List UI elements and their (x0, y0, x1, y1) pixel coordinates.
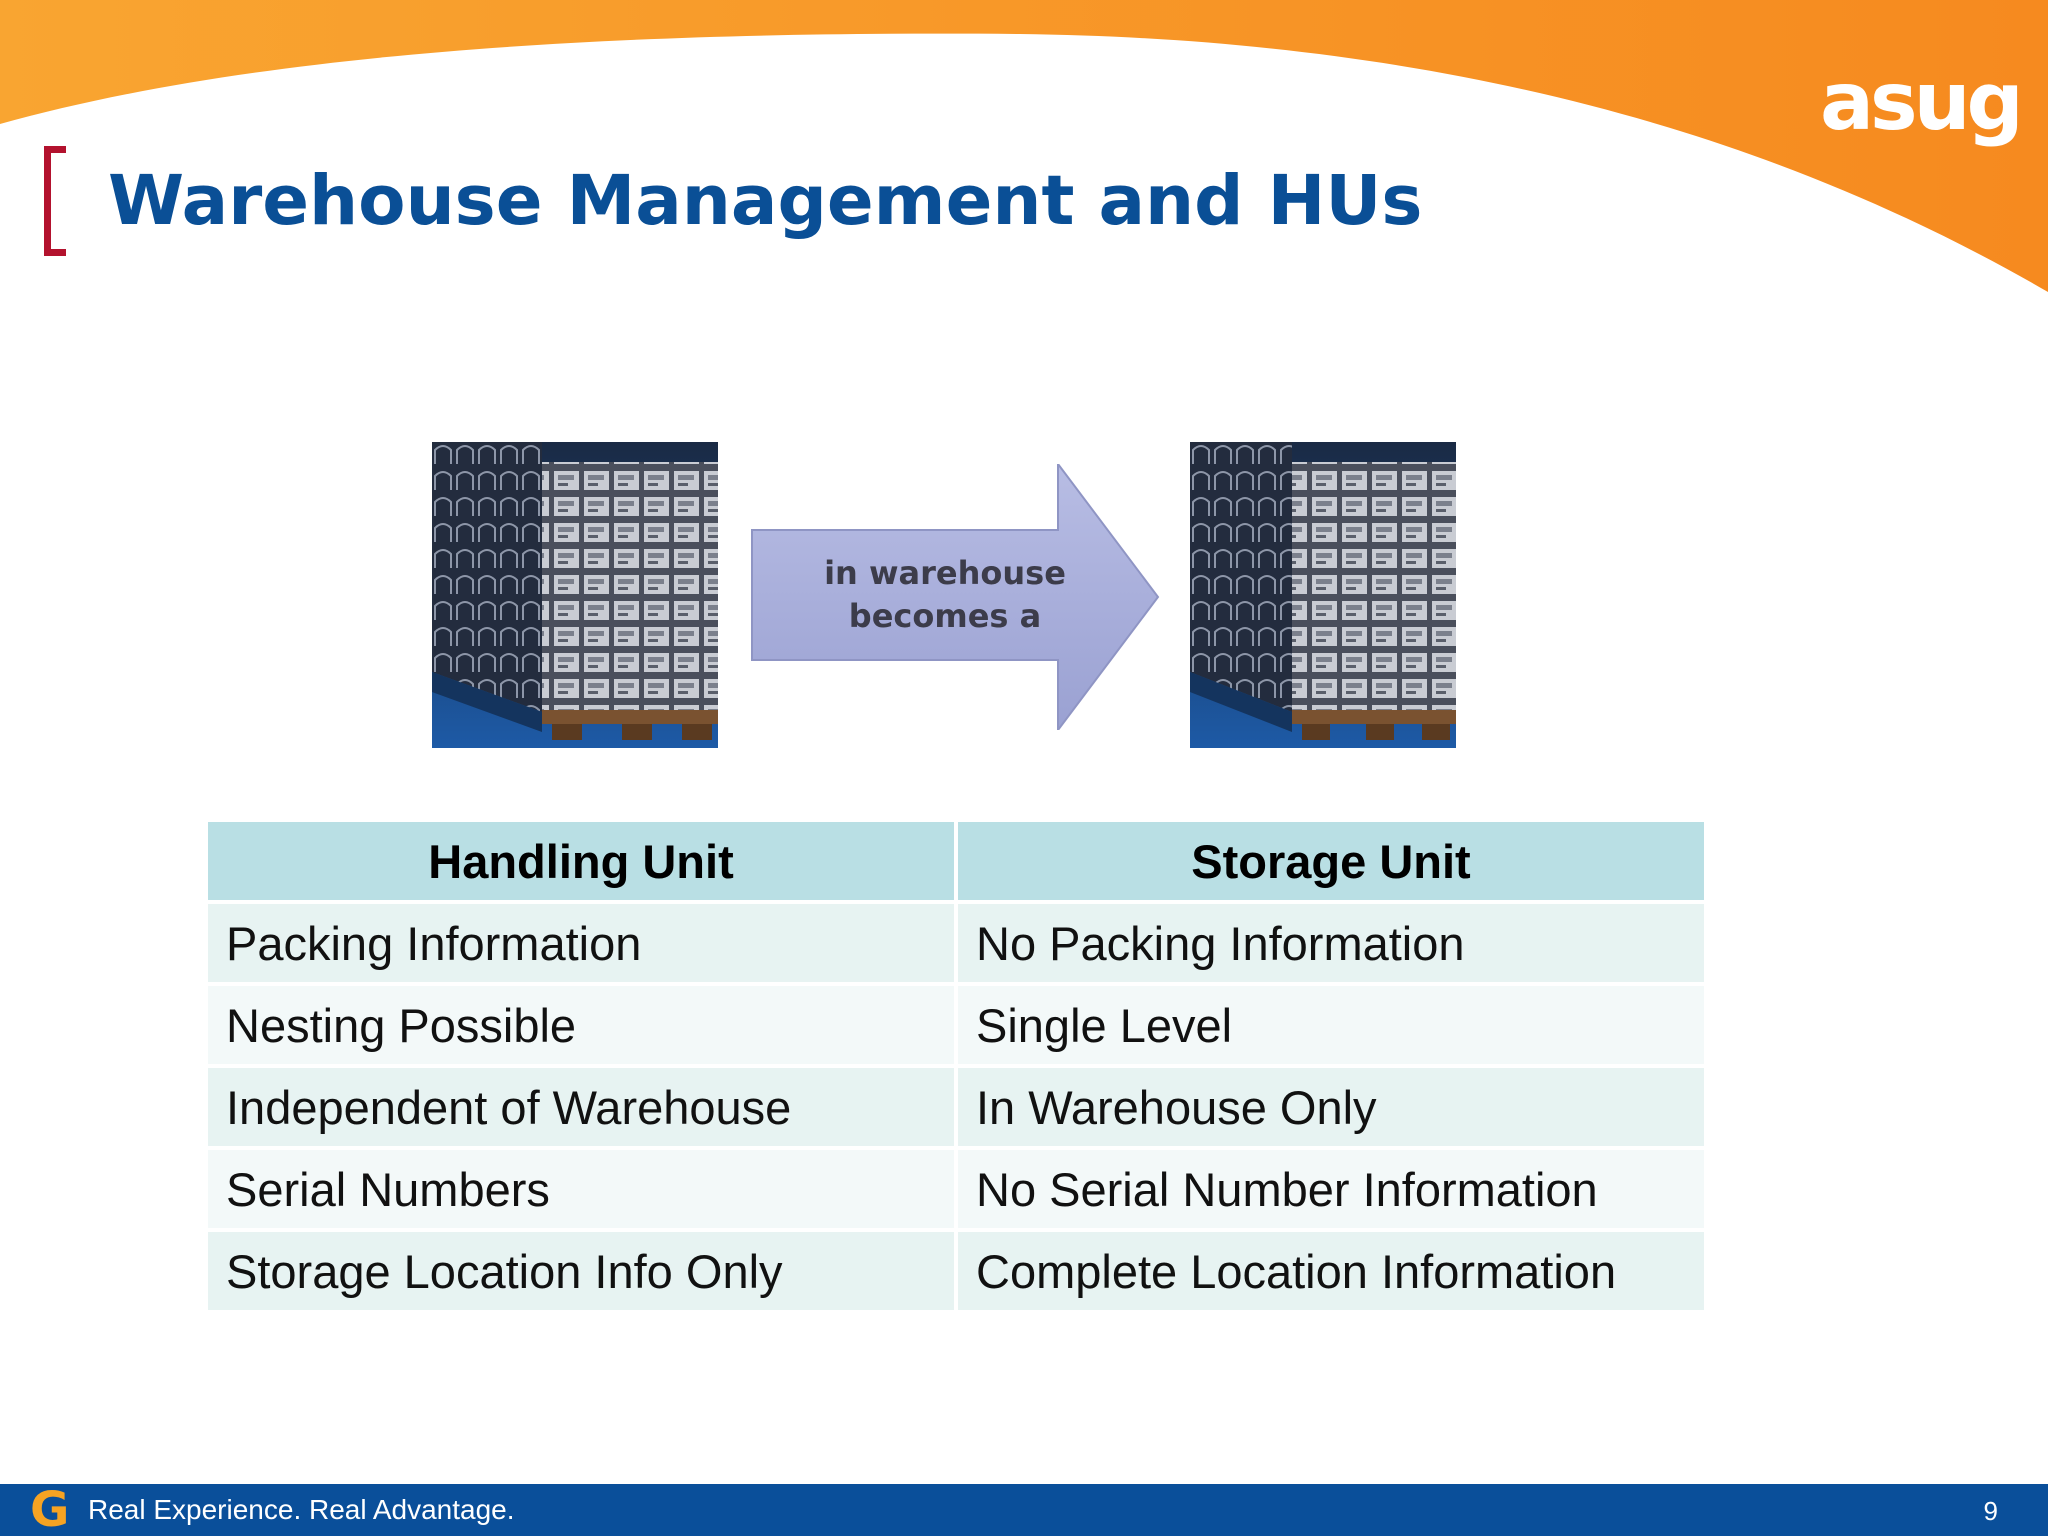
column-header-storage-unit: Storage Unit (958, 822, 1704, 900)
slide-title: Warehouse Management and HUs (108, 161, 1423, 241)
table-cell: In Warehouse Only (958, 1068, 1704, 1146)
column-header-handling-unit: Handling Unit (208, 822, 954, 900)
g-logo-icon: G (30, 1482, 70, 1538)
table-cell: Serial Numbers (208, 1150, 954, 1228)
asug-logo: asug (1820, 55, 2020, 148)
table-cell: Packing Information (208, 904, 954, 982)
page-number: 9 (1983, 1496, 1998, 1526)
header-swoosh (0, 0, 2048, 300)
table-cell: Single Level (958, 986, 1704, 1064)
table-cell: Independent of Warehouse (208, 1068, 954, 1146)
table-header-row (208, 822, 1704, 900)
arrow-caption-line1: in warehouse (824, 554, 1066, 592)
table-cell: Complete Location Information (958, 1232, 1704, 1310)
table-cell: Storage Location Info Only (208, 1232, 954, 1310)
table-row (208, 986, 1704, 1064)
table-row (208, 1068, 1704, 1146)
footer-tagline: Real Experience. Real Advantage. (88, 1494, 515, 1525)
table-row (208, 904, 1704, 982)
arrow-caption-line2: becomes a (848, 597, 1042, 635)
pallet-image-left (432, 442, 718, 748)
table-row (208, 1150, 1704, 1228)
table-cell: No Packing Information (958, 904, 1704, 982)
pallet-image-right (1190, 442, 1456, 748)
arrow-caption (790, 552, 1100, 638)
table-row (208, 1232, 1704, 1310)
table-cell: Nesting Possible (208, 986, 954, 1064)
footer-bar (0, 1484, 2048, 1536)
title-bracket (44, 146, 66, 256)
comparison-table (204, 818, 1708, 1314)
table-cell: No Serial Number Information (958, 1150, 1704, 1228)
